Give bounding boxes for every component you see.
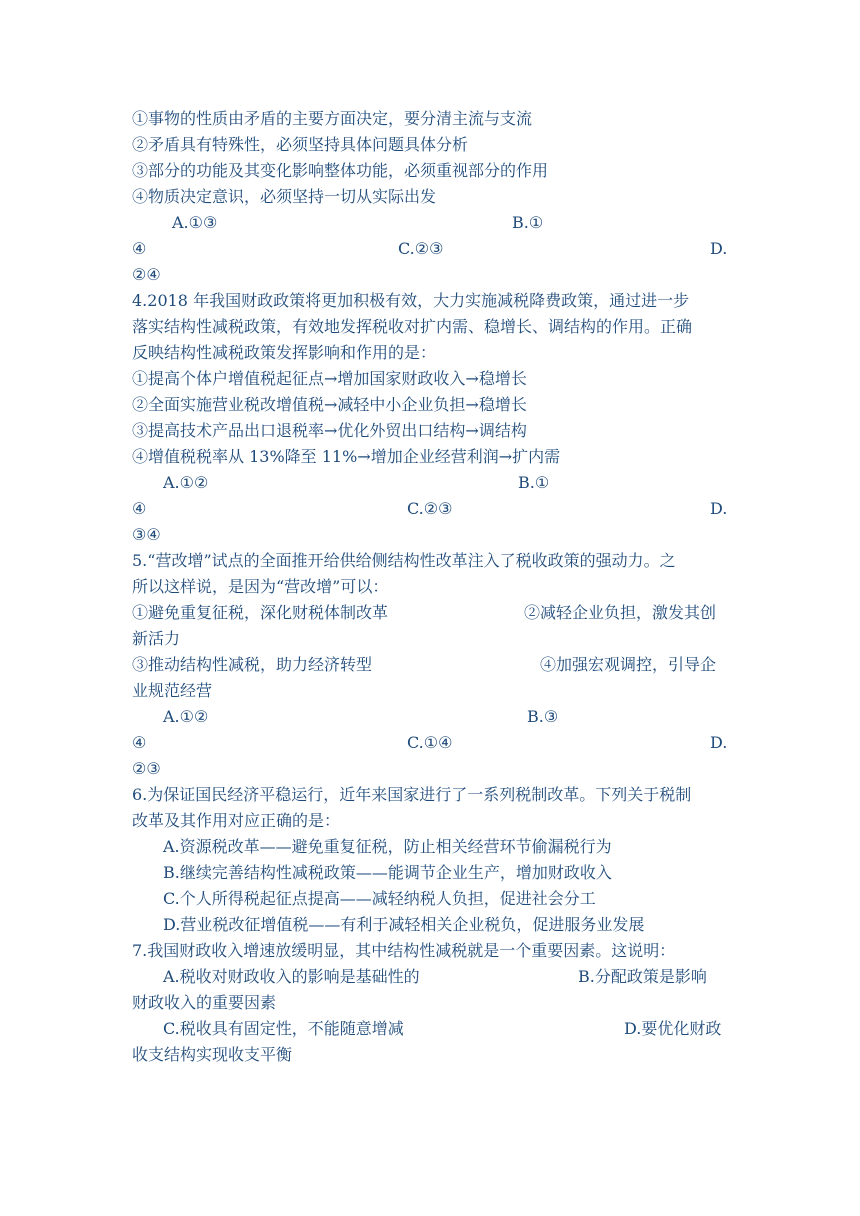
- q5-choice-d: D.: [710, 733, 728, 752]
- q6-choice-d: D.营业税改征增值税——有利于减轻相关企业税负，促进服务业发展: [163, 915, 645, 934]
- q3-choice-d-continued: ②④: [132, 265, 161, 284]
- q5-stem-line-1: 5.“营改增”试点的全面推开给供给侧结构性改革注入了税收政策的强动力。之: [132, 551, 676, 570]
- q3-choice-a: A.①③: [172, 213, 218, 232]
- q4-choice-d-continued: ③④: [132, 525, 161, 544]
- q3-option-2: ②矛盾具有特殊性，必须坚持具体问题具体分析: [132, 135, 469, 154]
- q6-stem-line-2: 改革及其作用对应正确的是：: [132, 811, 341, 830]
- q3-choice-b-continued: ④: [132, 239, 147, 258]
- q6-choice-a: A.资源税改革——避免重复征税，防止相关经营环节偷漏税行为: [163, 837, 612, 856]
- q7-stem: 7.我国财政收入增速放缓明显，其中结构性减税就是一个重要因素。这说明：: [132, 941, 676, 960]
- q4-stem-line-3: 反映结构性减税政策发挥影响和作用的是：: [132, 343, 437, 362]
- q4-choice-b: B.①: [518, 473, 550, 492]
- q7-choice-b: B.分配政策是影响: [578, 967, 707, 986]
- q5-option-4: ④加强宏观调控，引导企: [540, 655, 717, 674]
- q4-stem-line-2: 落实结构性减税政策，有效地发挥税收对扩内需、稳增长、调结构的作用。正确: [132, 317, 693, 336]
- q4-option-3: ③提高技术产品出口退税率→优化外贸出口结构→调结构: [132, 421, 527, 440]
- q3-choice-d: D.: [710, 239, 728, 258]
- q5-option-2-continued: 新活力: [132, 629, 181, 648]
- q6-choice-b: B.继续完善结构性减税政策——能调节企业生产，增加财政收入: [163, 863, 612, 882]
- q7-choice-b-continued: 财政收入的重要因素: [132, 993, 277, 1012]
- q4-choice-d: D.: [710, 499, 728, 518]
- q4-option-1: ①提高个体户增值税起征点→增加国家财政收入→稳增长: [132, 369, 527, 388]
- q3-option-3: ③部分的功能及其变化影响整体功能，必须重视部分的作用: [132, 161, 549, 180]
- q6-stem-line-1: 6.为保证国民经济平稳运行，近年来国家进行了一系列税制改革。下列关于税制: [132, 785, 692, 804]
- q7-choice-d: D.要优化财政: [624, 1019, 722, 1038]
- q4-option-4: ④增值税税率从 13%降至 11%→增加企业经营利润→扩内需: [132, 447, 561, 466]
- q5-option-1: ①避免重复征税，深化财税体制改革: [132, 603, 389, 622]
- q7-choice-a: A.税收对财政收入的影响是基础性的: [163, 967, 420, 986]
- q5-option-2: ②减轻企业负担，激发其创: [524, 603, 717, 622]
- q4-choice-a: A.①②: [163, 473, 209, 492]
- q3-option-1: ①事物的性质由矛盾的主要方面决定，要分清主流与支流: [132, 109, 533, 128]
- q5-choice-d-continued: ②③: [132, 759, 161, 778]
- q3-option-4: ④物质决定意识，必须坚持一切从实际出发: [132, 187, 437, 206]
- q7-choice-d-continued: 收支结构实现收支平衡: [132, 1045, 293, 1064]
- q5-option-3: ③推动结构性减税，助力经济转型: [132, 655, 373, 674]
- q4-stem-line-1: 4.2018 年我国财政政策将更加积极有效，大力实施减税降费政策，通过进一步: [132, 291, 690, 310]
- q5-option-4-continued: 业规范经营: [132, 681, 213, 700]
- q5-choice-b: B.③: [527, 707, 559, 726]
- q5-choice-b-continued: ④: [132, 733, 147, 752]
- q4-choice-c: C.②③: [407, 499, 453, 518]
- q5-choice-c: C.①④: [407, 733, 453, 752]
- q7-choice-c: C.税收具有固定性，不能随意增减: [163, 1019, 404, 1038]
- q4-choice-b-continued: ④: [132, 499, 147, 518]
- q3-choice-c: C.②③: [398, 239, 444, 258]
- q3-choice-b: B.①: [512, 213, 544, 232]
- q4-option-2: ②全面实施营业税改增值税→减轻中小企业负担→稳增长: [132, 395, 527, 414]
- q5-choice-a: A.①②: [163, 707, 209, 726]
- q6-choice-c: C.个人所得税起征点提高——减轻纳税人负担，促进社会分工: [163, 889, 596, 908]
- q5-stem-line-2: 所以这样说，是因为“营改增”可以：: [132, 577, 389, 596]
